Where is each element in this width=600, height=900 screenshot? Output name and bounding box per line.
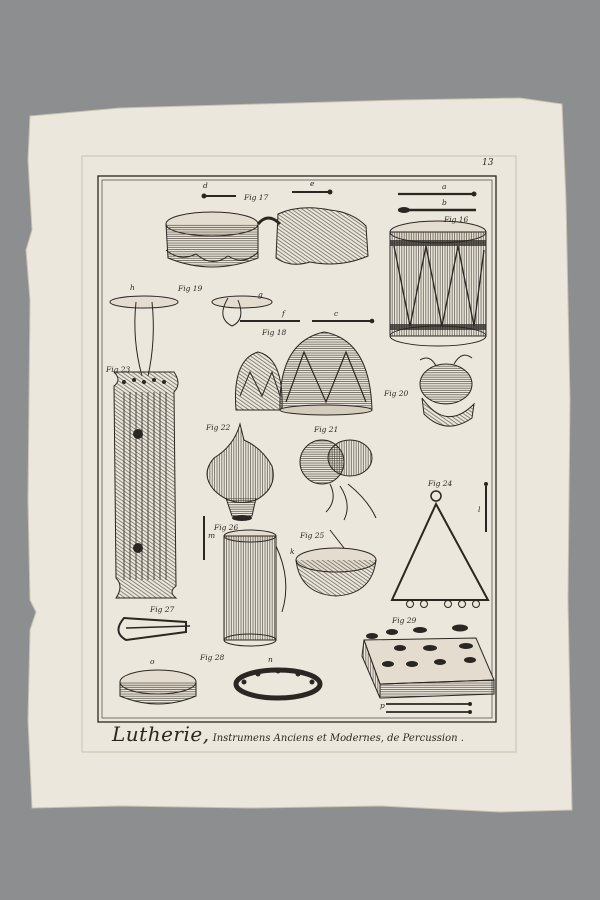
label-fig29: Fig 29: [392, 616, 417, 625]
fig16-side-drum: [390, 221, 486, 346]
label-fig24: Fig 24: [428, 479, 453, 488]
label-n: n: [268, 655, 273, 664]
label-fig27: Fig 27: [150, 605, 175, 614]
label-fig26: Fig 26: [214, 523, 239, 532]
label-o: o: [150, 657, 155, 666]
label-fig23: Fig 23: [106, 365, 131, 374]
label-fig19: Fig 19: [178, 284, 203, 293]
label-b: b: [442, 198, 447, 207]
label-l: l: [478, 505, 481, 514]
label-fig28: Fig 28: [200, 653, 225, 662]
label-fig18: Fig 18: [262, 328, 287, 337]
fig23-psaltery: [114, 372, 178, 598]
plate-title-main: Lutherie,: [112, 722, 210, 746]
label-f: f: [282, 309, 285, 318]
label-fig16: Fig 16: [444, 215, 469, 224]
label-fig20: Fig 20: [384, 389, 409, 398]
label-d: d: [203, 181, 208, 190]
label-fig22: Fig 22: [206, 423, 231, 432]
plate-title: [112, 722, 502, 746]
label-k: k: [290, 547, 295, 556]
paper-sheet: [26, 98, 572, 812]
label-h: h: [130, 283, 135, 292]
label-c: c: [334, 309, 339, 318]
label-p: p: [380, 701, 385, 710]
label-m: m: [208, 531, 216, 540]
label-fig21: Fig 21: [314, 425, 339, 434]
label-a: a: [442, 182, 447, 191]
label-e: e: [310, 179, 315, 188]
label-fig17: Fig 17: [244, 193, 269, 202]
label-fig25: Fig 25: [300, 531, 325, 540]
label-g: g: [258, 290, 263, 299]
plate-title-rest: Instrumens Anciens et Modernes, de Percussion .: [209, 733, 464, 744]
page-number: 13: [482, 158, 494, 168]
